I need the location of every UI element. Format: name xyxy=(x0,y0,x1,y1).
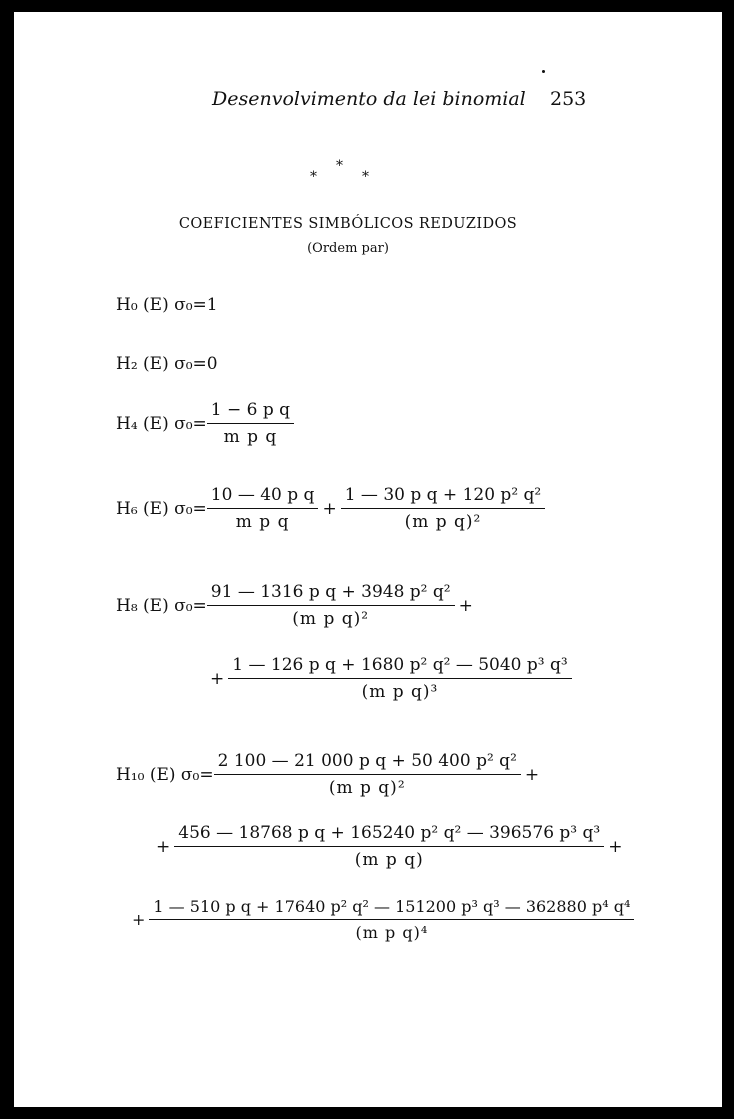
equation-lhs: H₄ (E) σ₀= xyxy=(116,413,207,434)
equation-lhs: H₆ (E) σ₀= xyxy=(116,498,207,519)
numerator: 1 — 510 p q + 17640 p² q² — 151200 p³ q³ — 362880 p⁴ q⁴ xyxy=(153,897,631,916)
plus-operator: + xyxy=(608,836,623,857)
equation-h10 xyxy=(116,751,543,798)
denominator: (m p q) xyxy=(174,846,604,870)
fraction xyxy=(228,655,571,702)
plus-operator: + xyxy=(132,910,146,929)
equation-h6 xyxy=(116,485,545,532)
fraction xyxy=(207,582,455,629)
ornament-asterisk: * xyxy=(362,169,369,185)
page-number: 253 xyxy=(550,88,587,110)
denominator: (m p q)² xyxy=(207,605,455,629)
section-subtitle: (Ordem par) xyxy=(307,241,389,256)
section-title: COEFICIENTES SIMBÓLICOS REDUZIDOS xyxy=(178,216,518,232)
fraction xyxy=(207,400,294,447)
denominator: m p q xyxy=(207,508,319,532)
numerator: 10 — 40 p q xyxy=(210,485,315,505)
speck-mark xyxy=(542,70,545,73)
equation-lhs: H₀ (E) σ₀= xyxy=(116,295,207,315)
equation-h10-continuation xyxy=(128,897,634,942)
denominator: (m p q)⁴ xyxy=(149,919,634,942)
fraction xyxy=(207,485,319,532)
equation-h4 xyxy=(116,400,294,447)
denominator: (m p q)² xyxy=(214,774,521,798)
equation-h2 xyxy=(116,354,218,374)
numerator: 1 — 126 p q + 1680 p² q² — 5040 p³ q³ xyxy=(232,655,568,675)
denominator: m p q xyxy=(207,423,294,447)
ornament-asterisk: * xyxy=(310,169,317,185)
fraction xyxy=(174,823,604,870)
numerator: 456 — 18768 p q + 165240 p² q² — 396576 p³ q³ xyxy=(178,823,601,843)
plus-operator: + xyxy=(156,836,171,857)
denominator: (m p q)² xyxy=(341,508,546,532)
numerator: 2 100 — 21 000 p q + 50 400 p² q² xyxy=(217,751,517,771)
numerator: 1 — 30 p q + 120 p² q² xyxy=(344,485,542,505)
plus-operator: + xyxy=(210,668,225,689)
equation-rhs: 0 xyxy=(206,354,218,374)
plus-operator: + xyxy=(458,595,473,616)
numerator: 91 — 1316 p q + 3948 p² q² xyxy=(210,582,451,602)
book-page xyxy=(14,12,722,1107)
equation-h8 xyxy=(116,582,477,629)
equation-h10-continuation xyxy=(152,823,626,870)
equation-rhs: 1 xyxy=(206,295,218,315)
equation-h0 xyxy=(116,295,218,315)
fraction xyxy=(149,897,634,942)
denominator: (m p q)³ xyxy=(228,678,571,702)
plus-operator: + xyxy=(524,764,540,785)
numerator: 1 − 6 p q xyxy=(210,400,291,420)
ornament-asterisk: * xyxy=(336,158,343,174)
equation-lhs: H₁₀ (E) σ₀= xyxy=(116,764,214,785)
fraction xyxy=(214,751,521,798)
equation-lhs: H₈ (E) σ₀= xyxy=(116,595,207,616)
fraction xyxy=(341,485,546,532)
running-title: Desenvolvimento da lei binomial xyxy=(212,88,526,110)
equation-lhs: H₂ (E) σ₀= xyxy=(116,354,207,374)
plus-operator: + xyxy=(322,498,337,519)
equation-h8-continuation xyxy=(206,655,572,702)
